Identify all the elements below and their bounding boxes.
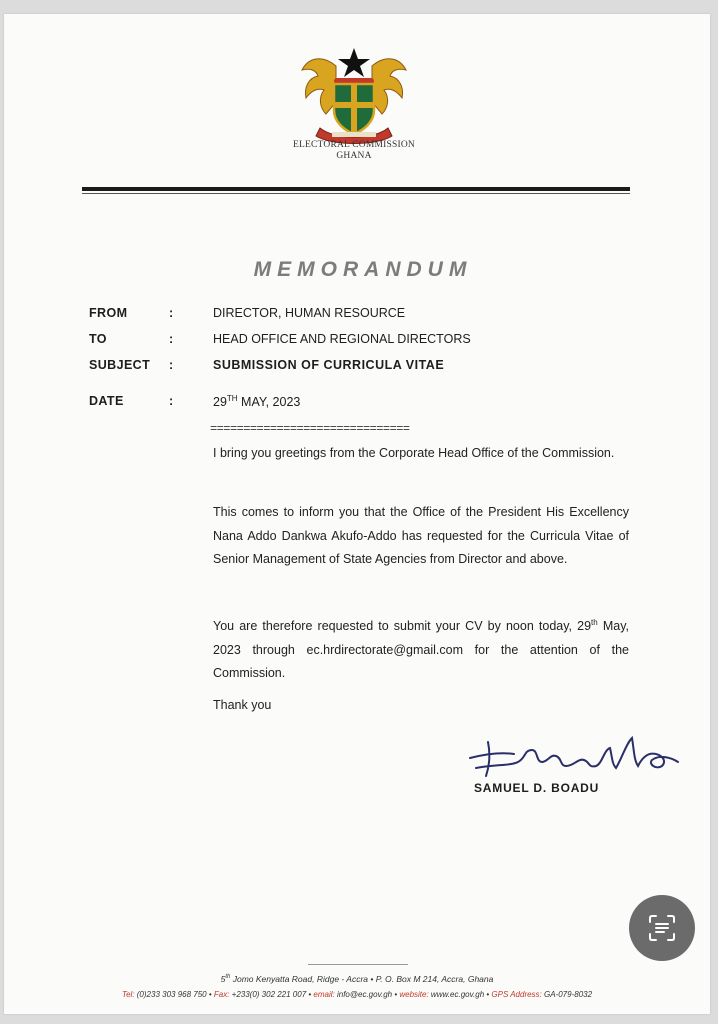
to-colon: : <box>169 332 174 346</box>
footer-addr-num: 5 <box>220 974 226 984</box>
body-p3-a: You are therefore requested to submit your CV by noon today, 29 <box>213 619 592 634</box>
footer-tel-label: Tel: <box>121 990 135 999</box>
footer-tel-value: (0)233 303 968 750 • <box>134 990 214 999</box>
footer-addr-ordinal: th <box>225 974 231 981</box>
footer-gps-label: GPS Address: <box>491 990 542 999</box>
from-row <box>89 306 649 326</box>
footer-rule <box>308 964 408 965</box>
text-scan-icon <box>647 913 677 943</box>
from-colon: : <box>169 306 174 320</box>
footer-addr-rest: Jomo Kenyatta Road, Ridge - Accra • P. O. Box M 214, Accra, Ghana <box>230 974 494 984</box>
date-rest: MAY, 2023 <box>237 395 301 410</box>
signatory-name: SAMUEL D. BOADU <box>474 781 600 795</box>
crest-left-eagle <box>302 59 336 114</box>
org-name-line1: ELECTORAL COMMISSION <box>293 140 415 150</box>
to-value: HEAD OFFICE AND REGIONAL DIRECTORS <box>213 332 471 346</box>
crest-right-eagle <box>372 59 406 114</box>
footer-contacts <box>4 990 710 999</box>
subject-value: SUBMISSION OF CURRICULA VITAE <box>213 358 445 372</box>
date-value <box>213 394 300 409</box>
body-paragraph-2 <box>213 501 629 572</box>
to-label: TO <box>89 332 107 346</box>
footer-gps-value: GA-079-8032 <box>541 990 593 999</box>
from-value: DIRECTOR, HUMAN RESOURCE <box>213 306 406 320</box>
scan-text-button[interactable] <box>629 895 695 961</box>
letterhead-rule-thick <box>82 187 630 191</box>
date-label: DATE <box>89 394 124 408</box>
from-label: FROM <box>89 306 128 320</box>
crest-star <box>338 48 370 77</box>
footer-website-label: website: <box>399 990 429 999</box>
org-name-line2: GHANA <box>336 151 372 161</box>
subject-label: SUBJECT <box>89 358 151 372</box>
to-row <box>89 332 649 352</box>
separator-line: ============================== <box>210 422 410 436</box>
footer-website-value: www.ec.gov.gh • <box>428 990 492 999</box>
signature-image <box>466 728 684 788</box>
letterhead-rule-thin <box>82 193 630 194</box>
date-colon: : <box>169 394 174 408</box>
body-paragraph-3-text <box>213 611 629 686</box>
footer-address <box>4 974 710 984</box>
subject-colon: : <box>169 358 174 372</box>
footer-fax-label: Fax: <box>213 990 230 999</box>
footer-email-label: email: <box>313 990 335 999</box>
crest-shield-cross-h <box>334 102 374 108</box>
closing-text: Thank you <box>213 698 272 712</box>
date-ordinal: TH <box>226 394 238 403</box>
footer-fax-value: +233(0) 302 221 007 • <box>229 990 314 999</box>
coat-of-arms-icon <box>296 44 412 146</box>
memo-document <box>4 14 710 1014</box>
footer-email-value: info@ec.gov.gh • <box>334 990 400 999</box>
body-paragraph-3 <box>213 611 629 686</box>
date-day: 29 <box>213 395 227 410</box>
closing <box>213 694 629 718</box>
body-p3-b: May, 2023 through ec.hrdirectorate@gmail.com for the attention of the Commission. <box>213 619 629 681</box>
crest-base <box>332 132 376 137</box>
date-row <box>89 394 649 414</box>
body-paragraph-1 <box>213 442 629 466</box>
body-paragraph-1-text: I bring you greetings from the Corporate Head Office of the Commission. <box>213 446 615 460</box>
subject-row <box>89 358 649 378</box>
body-paragraph-2-text: This comes to inform you that the Office of the President His Excellency Nana Addo Dankwa Akufo-Addo has requested for the Curricula Vitae of Senior Management of State Agencies from Director and above. <box>213 505 629 566</box>
memo-title: MEMORANDUM <box>253 258 473 281</box>
body-p3-ordinal: th <box>591 618 598 627</box>
